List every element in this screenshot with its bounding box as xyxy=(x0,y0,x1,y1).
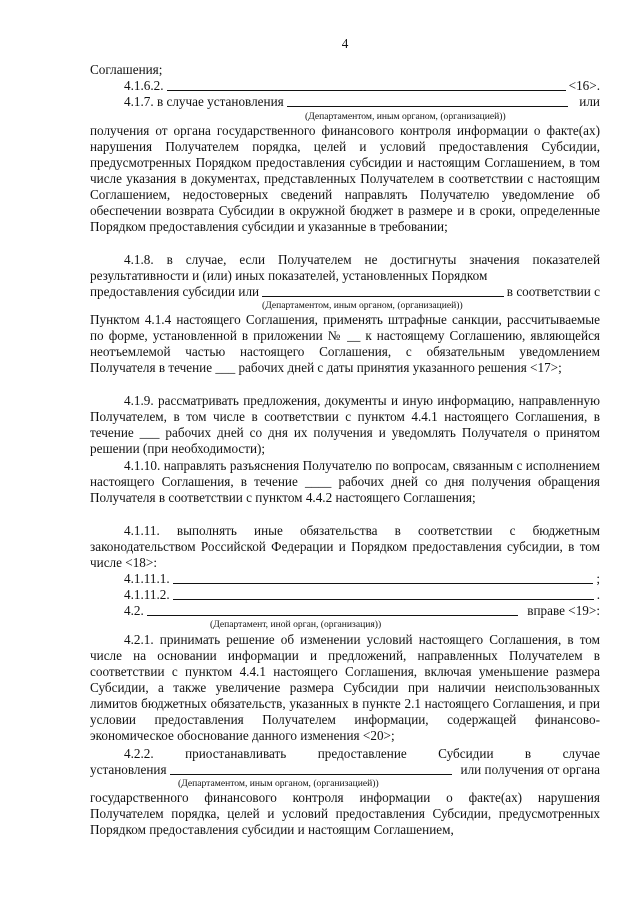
justified-line xyxy=(124,746,600,762)
field-hint: (Департаментом, иным органом, (организацией)) xyxy=(178,778,379,789)
paragraph-4-2-2 xyxy=(90,746,600,762)
word: предоставление xyxy=(317,746,407,761)
paragraph-4-1-10: 4.1.10. направлять разъяснения Получателю по вопросам, связанным с исполнением настоящего Соглашения, в течение ____ рабочих дней со дня получения обращения Получателя в соответствии с пунктом 4.4.2 настоящего Соглашения; xyxy=(90,458,600,505)
blank-field[interactable] xyxy=(287,106,569,107)
paragraph-4-1-11: 4.1.11. выполнять иные обязательства в соответствии с бюджетным законодательством Российской Федерации и Порядком предоставления субсидии, в том числе <18>: xyxy=(90,523,600,570)
word: Субсидии xyxy=(438,746,494,761)
paragraph: получения от органа государственного финансового контроля информации о факте(ах) нарушения Получателем порядка, целей и условий предоставления Субсидии, предусмотренных Порядком предоставления субсидии и настоящим Соглашением, в том числе указания в документах, представленных Получателем в соответствии с настоящим Соглашением, недостоверных сведений направлять Получателю уведомление об обеспечении возврата Субсидии в окружной бюджет в размере и в сроки, определенные Порядком предоставления субсидии и указанные в требовании; xyxy=(90,123,600,234)
blank-field[interactable] xyxy=(173,583,594,584)
word: приостанавливать xyxy=(185,746,287,761)
field-hint: (Департаментом, иным органом, (организацией)) xyxy=(305,111,506,122)
blank-line-4-1-7: 4.1.7. в случае установления или xyxy=(124,94,600,109)
word: в xyxy=(524,746,532,761)
blank-field[interactable] xyxy=(170,774,452,775)
blank-line-4-2: 4.2. вправе <19>: xyxy=(124,603,600,618)
blank-field[interactable] xyxy=(147,615,518,616)
blank-line-4-2-2: установления или получения от органа xyxy=(90,762,600,777)
word: 4.2.2. xyxy=(124,746,154,761)
word: случае xyxy=(562,746,600,761)
blank-field[interactable] xyxy=(262,296,504,297)
text-line: Соглашения; xyxy=(90,62,163,77)
paragraph: государственного финансового контроля информации о факте(ах) нарушения Получателем порядка, целей и условий предоставления Субсидии, предусмотренных Порядком предоставления субсидии и настоящим Соглашением, xyxy=(90,790,600,837)
paragraph: Пунктом 4.1.4 настоящего Соглашения, применять штрафные санкции, рассчитываемые по форме, установленной в приложении № __ к настоящему Соглашению, являющейся неотъемлемой частью настоящего Соглашения, с обязательным уведомлением Получателя в течение ___ рабочих дней с даты принятия указанного решения <17>; xyxy=(90,312,600,375)
blank-line-4-1-8: предоставления субсидии или в соответствии с xyxy=(90,284,600,299)
blank-field[interactable] xyxy=(167,90,566,91)
document-page xyxy=(90,0,600,905)
page-number: 4 xyxy=(341,36,349,51)
paragraph-4-1-9: 4.1.9. рассматривать предложения, документы и иную информацию, направленную Получателем, в том числе в соответствии с пунктом 4.4.1 настоящего Соглашения, в течение ___ рабочих дней со дня их получения и уведомлять Получателя о принятом решении (при необходимости); xyxy=(90,393,600,456)
blank-line-4-1-11-1: 4.1.11.1. ; xyxy=(124,571,600,586)
blank-line-4-1-11-2: 4.1.11.2. . xyxy=(124,587,600,602)
blank-line-4-1-6-2: 4.1.6.2. <16>. xyxy=(124,78,600,93)
paragraph-4-2-1: 4.2.1. принимать решение об изменении условий настоящего Соглашения, в том числе на основании информации и предложений, направленных Получателем в соответствии с пунктом 4.4.1 настоящего Соглашения, включая уменьшение размера Субсидии, а также увеличение размера Субсидии при наличии неиспользованных лимитов бюджетных обязательств, указанных в пункте 2.1 настоящего Соглашения, и при условии предоставления Получателем информации, содержащей финансово-экономическое обоснование данного изменения <20>; xyxy=(90,632,600,743)
paragraph-4-1-8: 4.1.8. в случае, если Получателем не достигнуты значения показателей результативности и (или) иных показателей, установленных Порядком xyxy=(90,252,600,283)
blank-field[interactable] xyxy=(173,599,594,600)
field-hint: (Департамент, иной орган, (организация)) xyxy=(210,619,382,630)
field-hint: (Департаментом, иным органом, (организацией)) xyxy=(262,300,463,311)
